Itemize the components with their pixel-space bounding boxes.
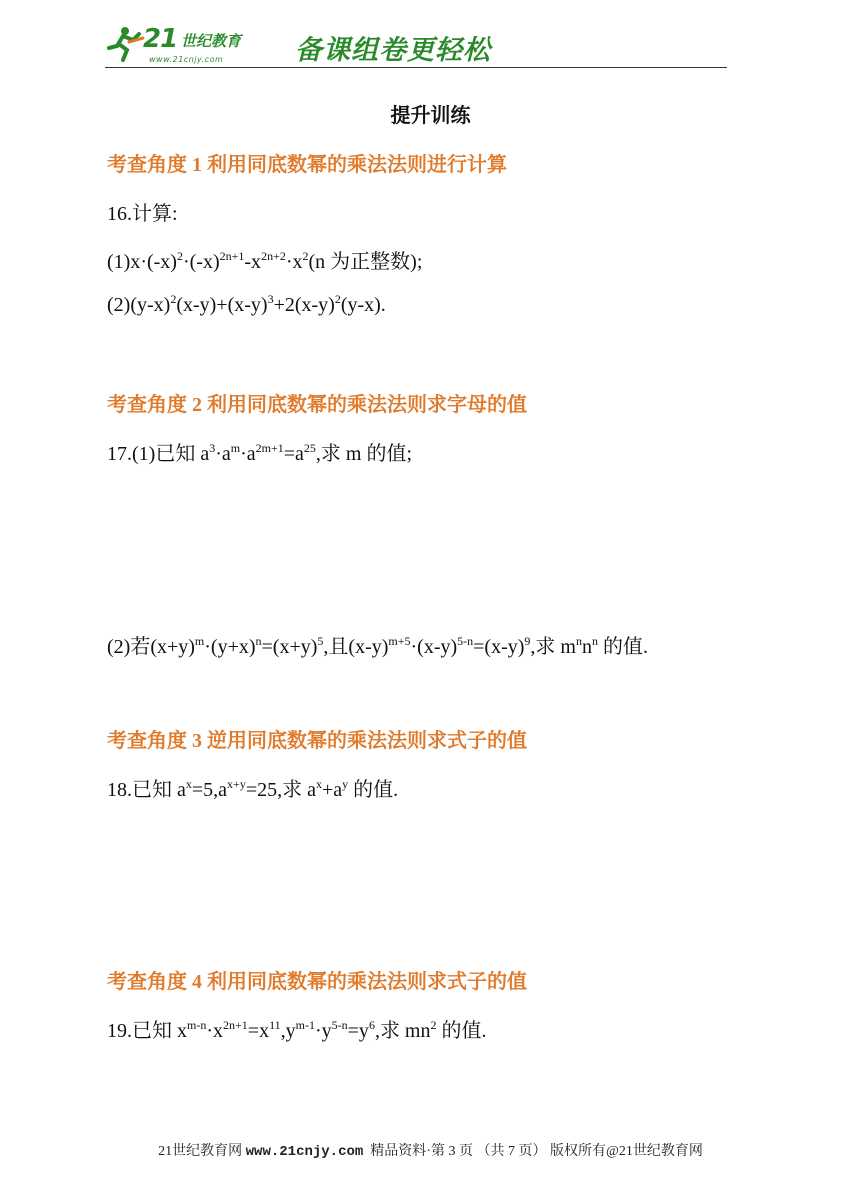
- header-divider: [105, 67, 727, 68]
- section-heading-2: 考查角度 2 利用同底数幂的乘法法则求字母的值: [107, 394, 527, 416]
- footer-page-info: 精品资料·第 3 页 （共 7 页） 版权所有@21世纪教育网: [370, 1144, 703, 1159]
- page-header: [105, 22, 727, 70]
- page-title: 提升训练: [390, 105, 471, 127]
- problem-18: 18.已知 $a^x=5,a^{x+y}=25$,求 $a^x+a^y$ 的值.: [107, 777, 399, 801]
- page-footer: [0, 1140, 861, 1160]
- problem-16-part-1: $(1)x\cdot(-x)^2\cdot(-x)^{2n+1}-x^{2n+2}\cdot x^2(n$ 为正整数);: [107, 249, 423, 273]
- section-heading-4: 考查角度 4 利用同底数幂的乘法法则求式子的值: [107, 971, 527, 993]
- problem-17-part-2: (2)若$(x+y)^m\cdot(y+x)^n=(x+y)^5$,且$(x-y)^{m+5}\cdot(x-y)^{5-n}=(x-y)^9$,求 $m^nn^n$ 的值.: [107, 634, 648, 658]
- problem-17-part-1: 17.(1)已知 $a^3\cdot a^m\cdot a^{2m+1}=a^{25}$,求 m 的值;: [107, 441, 413, 465]
- section-heading-3: 考查角度 3 逆用同底数幂的乘法法则求式子的值: [107, 730, 527, 752]
- problem-16-heading: 16.计算:: [107, 203, 178, 225]
- problem-16-part-2: $(2)(y-x)^2(x-y)+(x-y)^3+2(x-y)^2(y-x)$.: [107, 292, 386, 316]
- logo-number: 21: [143, 24, 178, 54]
- problem-19: 19.已知 $x^{m-n}\cdot x^{2n+1}=x^{11},y^{m-1}\cdot y^{5-n}=y^6$,求 $mn^2$ 的值.: [107, 1018, 487, 1042]
- slogan: 备课组卷更轻松: [295, 35, 491, 66]
- runner-logo-icon: [105, 24, 145, 64]
- logo-text: 世纪教育: [181, 32, 242, 50]
- logo-url: www.21cnjy.com: [149, 55, 224, 64]
- footer-web-link[interactable]: www.21cnjy.com: [245, 1144, 364, 1160]
- section-heading-1: 考查角度 1 利用同底数幂的乘法法则进行计算: [107, 154, 507, 176]
- footer-site: 21世纪教育网: [158, 1144, 243, 1159]
